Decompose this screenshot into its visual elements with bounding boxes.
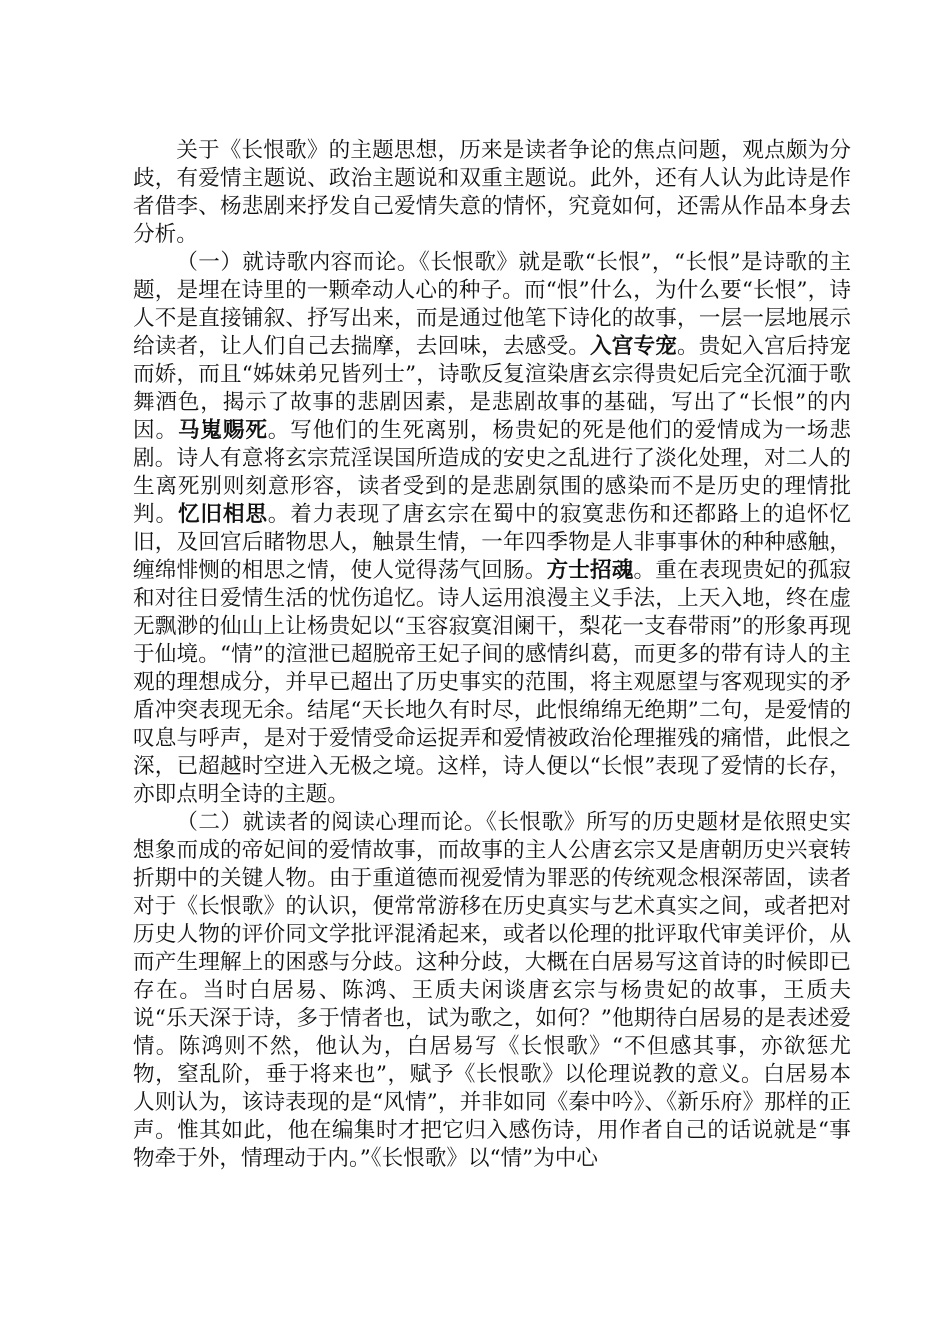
paragraph-text: 。写他们的生死离别，杨贵妃的死是他们的爱情成为一场悲剧。诗人有意将玄宗荒淫误国所造成的安史之乱进行了淡化处理，对二人的生离死别则刻意形容，读者受到的是悲剧氛围的感染而不是历史的理情批判。 xyxy=(133,418,851,527)
paragraph-text: （一）就诗歌内容而论。《长恨歌》就是歌“长恨”，“长恨”是诗歌的主题，是埋在诗里的一颗牵动人心的种子。而“恨”什么，为什么要“长恨”，诗人不是直接铺叙、抒写出来，而是通过他笔下诗化的故事，一层一层地展示给读者，让人们自己去揣摩，去回味，去感受。 xyxy=(133,250,851,359)
paragraph-text: （二）就读者的阅读心理而论。《长恨歌》所写的历史题材是依照史实想象而成的帝妃间的爱情故事，而故事的主人公唐玄宗又是唐朝历史兴衰转折期中的关键人物。由于重道德而视爱情为罪恶的传统观念根深蒂固，读者对于《长恨歌》的认识，便常常游移在历史真实与艺术真实之间，或者把对历史人物的评价同文学批评混淆起来，或者以伦理的批评取代审美评价，从而产生理解上的困惑与分歧。这种分歧，大概在白居易写这首诗的时候即已存在。当时白居易、陈鸿、王质夫闲谈唐玄宗与杨贵妃的故事，王质夫说“乐天深于诗，多于情者也，试为歌之，如何？”他期待白居易的是表述爱情。陈鸿则不然，他认为，白居易写《长恨歌》“不但感其事，亦欲惩尤物，窒乱阶，垂于将来也”，赋予《长恨歌》以伦理说教的意义。白居易本人则认为，该诗表现的是“风情”，并非如同《秦中吟》、《新乐府》那样的正声。惟其如此，他在编集时才把它归入感伤诗，用作者自己的话说就是“事物牵于外，情理动于内。”《长恨歌》以“情”为中心 xyxy=(133,810,851,1171)
paragraph-text: 。重在表现贵妃的孤寂和对往日爱情生活的忧伤追忆。诗人运用浪漫主义手法，上天入地，终在虚无飘渺的仙山上让杨贵妃以“玉容寂寞泪阑干，梨花一支春带雨”的形象再现于仙境。“情”的渲泄已超脱帝王妃子间的感情纠葛，而更多的带有诗人的主观的理想成分，并早已超出了历史事实的范围，将主观愿望与客观现实的矛盾冲突表现无余。结尾“天长地久有时尽，此恨绵绵无绝期”二句，是爱情的叹息与呼声，是对于爱情受命运捉弄和爱情被政治伦理摧残的痛惜，此恨之深，已超越时空进入无极之境。这样，诗人便以“长恨”表现了爱情的长存，亦即点明全诗的主题。 xyxy=(133,558,851,807)
document-page xyxy=(133,137,851,1173)
paragraph-text: 关于《长恨歌》的主题思想，历来是读者争论的焦点问题，观点颇为分歧，有爱情主题说、政治主题说和双重主题说。此外，还有人认为此诗是作者借李、杨悲剧来抒发自己爱情失意的情怀，究竟如何，还需从作品本身去分析。 xyxy=(133,138,851,247)
section-heading-yi-jiu-xiang-si: 忆旧相思 xyxy=(177,502,268,527)
paragraph-reader-psychology xyxy=(133,809,851,1173)
paragraph-text: 。贵妃入宫后持宠而娇，而且“姊妹弟兄皆列士”，诗歌反复渲染唐玄宗得贵妃后完全沉湎于歌舞酒色，揭示了故事的悲剧因素，是悲剧故事的基础，写出了“长恨”的内因。 xyxy=(133,334,851,443)
section-heading-ru-gong-zhuan-chong: 入宫专宠 xyxy=(590,334,678,359)
paragraph-content-analysis xyxy=(133,249,851,809)
section-heading-fang-shi-zhao-hun: 方士招魂 xyxy=(546,558,634,583)
paragraph-intro xyxy=(133,137,851,249)
paragraph-text: 。着力表现了唐玄宗在蜀中的寂寞悲伤和还都路上的追怀忆旧，及回宫后睹物思人，触景生情，一年四季物是人非事事休的种种感触，缠绵悱恻的相思之情，使人觉得荡气回肠。 xyxy=(133,502,851,583)
section-heading-ma-wei-ci-si: 马嵬赐死 xyxy=(177,418,268,443)
